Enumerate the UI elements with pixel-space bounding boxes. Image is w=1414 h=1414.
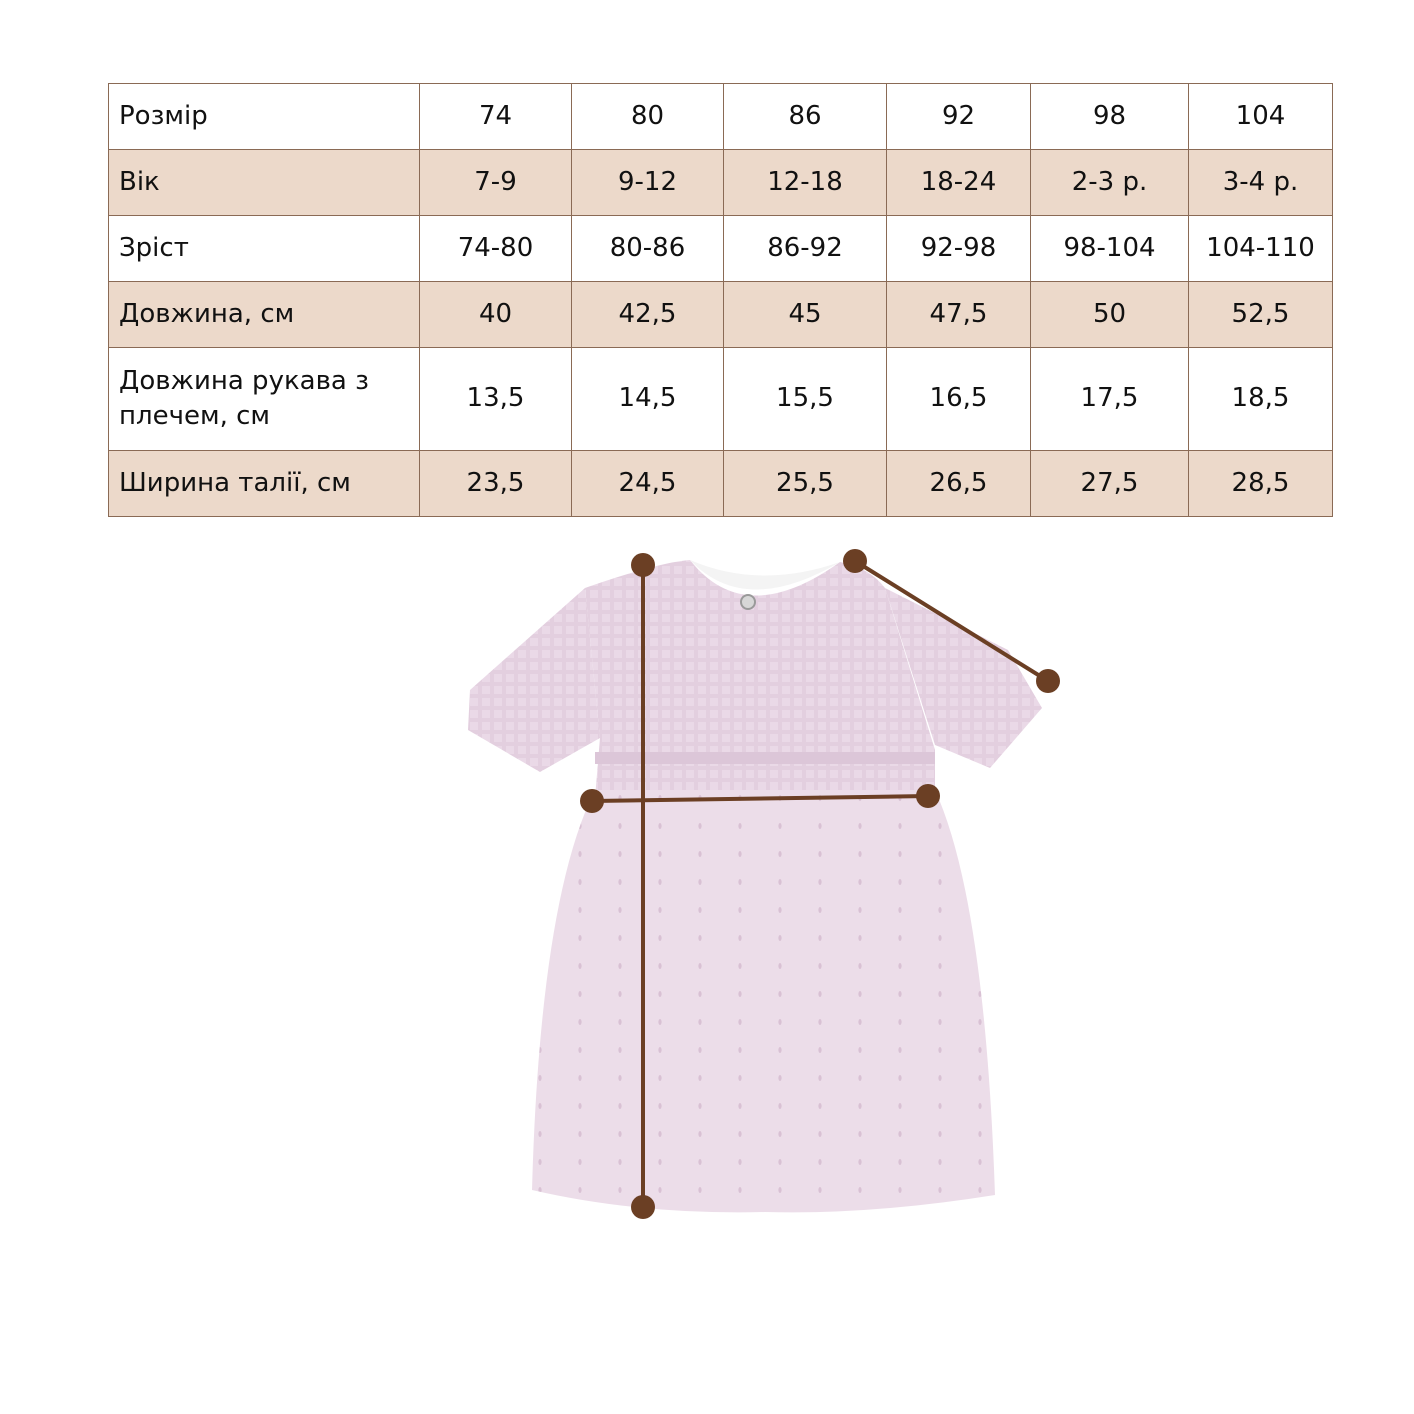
row-label: Довжина, см xyxy=(109,282,420,348)
row-sleeve-length xyxy=(109,348,1333,451)
row-waist-width xyxy=(109,451,1333,517)
cell: 13,5 xyxy=(420,348,572,451)
cell: 98-104 xyxy=(1031,216,1189,282)
row-label: Розмір xyxy=(109,84,420,150)
cell: 52,5 xyxy=(1189,282,1333,348)
cell: 50 xyxy=(1031,282,1189,348)
cell: 9-12 xyxy=(572,150,724,216)
cell: 40 xyxy=(420,282,572,348)
cell: 7-9 xyxy=(420,150,572,216)
row-label: Довжина рукава з плечем, см xyxy=(109,348,420,451)
cell: 98 xyxy=(1031,84,1189,150)
cell: 12-18 xyxy=(724,150,887,216)
cell: 18,5 xyxy=(1189,348,1333,451)
dress-measurement-illustration xyxy=(0,540,1414,1240)
cell: 23,5 xyxy=(420,451,572,517)
cell: 47,5 xyxy=(887,282,1031,348)
cell: 74 xyxy=(420,84,572,150)
cell: 104 xyxy=(1189,84,1333,150)
cell: 14,5 xyxy=(572,348,724,451)
cell: 45 xyxy=(724,282,887,348)
waist-seam xyxy=(595,752,935,764)
row-label: Ширина талії, см xyxy=(109,451,420,517)
cell: 80-86 xyxy=(572,216,724,282)
cell: 16,5 xyxy=(887,348,1031,451)
cell: 3-4 р. xyxy=(1189,150,1333,216)
row-label: Вік xyxy=(109,150,420,216)
cell: 17,5 xyxy=(1031,348,1189,451)
cell: 28,5 xyxy=(1189,451,1333,517)
row-size xyxy=(109,84,1333,150)
cell: 92 xyxy=(887,84,1031,150)
cell: 15,5 xyxy=(724,348,887,451)
cell: 104-110 xyxy=(1189,216,1333,282)
snap-button xyxy=(741,595,755,609)
cell: 80 xyxy=(572,84,724,150)
left-sleeve xyxy=(468,588,600,772)
cell: 86-92 xyxy=(724,216,887,282)
cell: 27,5 xyxy=(1031,451,1189,517)
cell: 24,5 xyxy=(572,451,724,517)
row-length xyxy=(109,282,1333,348)
cell: 26,5 xyxy=(887,451,1031,517)
cell: 25,5 xyxy=(724,451,887,517)
cell: 92-98 xyxy=(887,216,1031,282)
cell: 2-3 р. xyxy=(1031,150,1189,216)
dress-skirt xyxy=(532,790,995,1212)
row-age xyxy=(109,150,1333,216)
cell: 86 xyxy=(724,84,887,150)
row-label: Зріст xyxy=(109,216,420,282)
cell: 74-80 xyxy=(420,216,572,282)
cell: 18-24 xyxy=(887,150,1031,216)
row-height xyxy=(109,216,1333,282)
size-chart-table xyxy=(108,83,1333,517)
cell: 42,5 xyxy=(572,282,724,348)
